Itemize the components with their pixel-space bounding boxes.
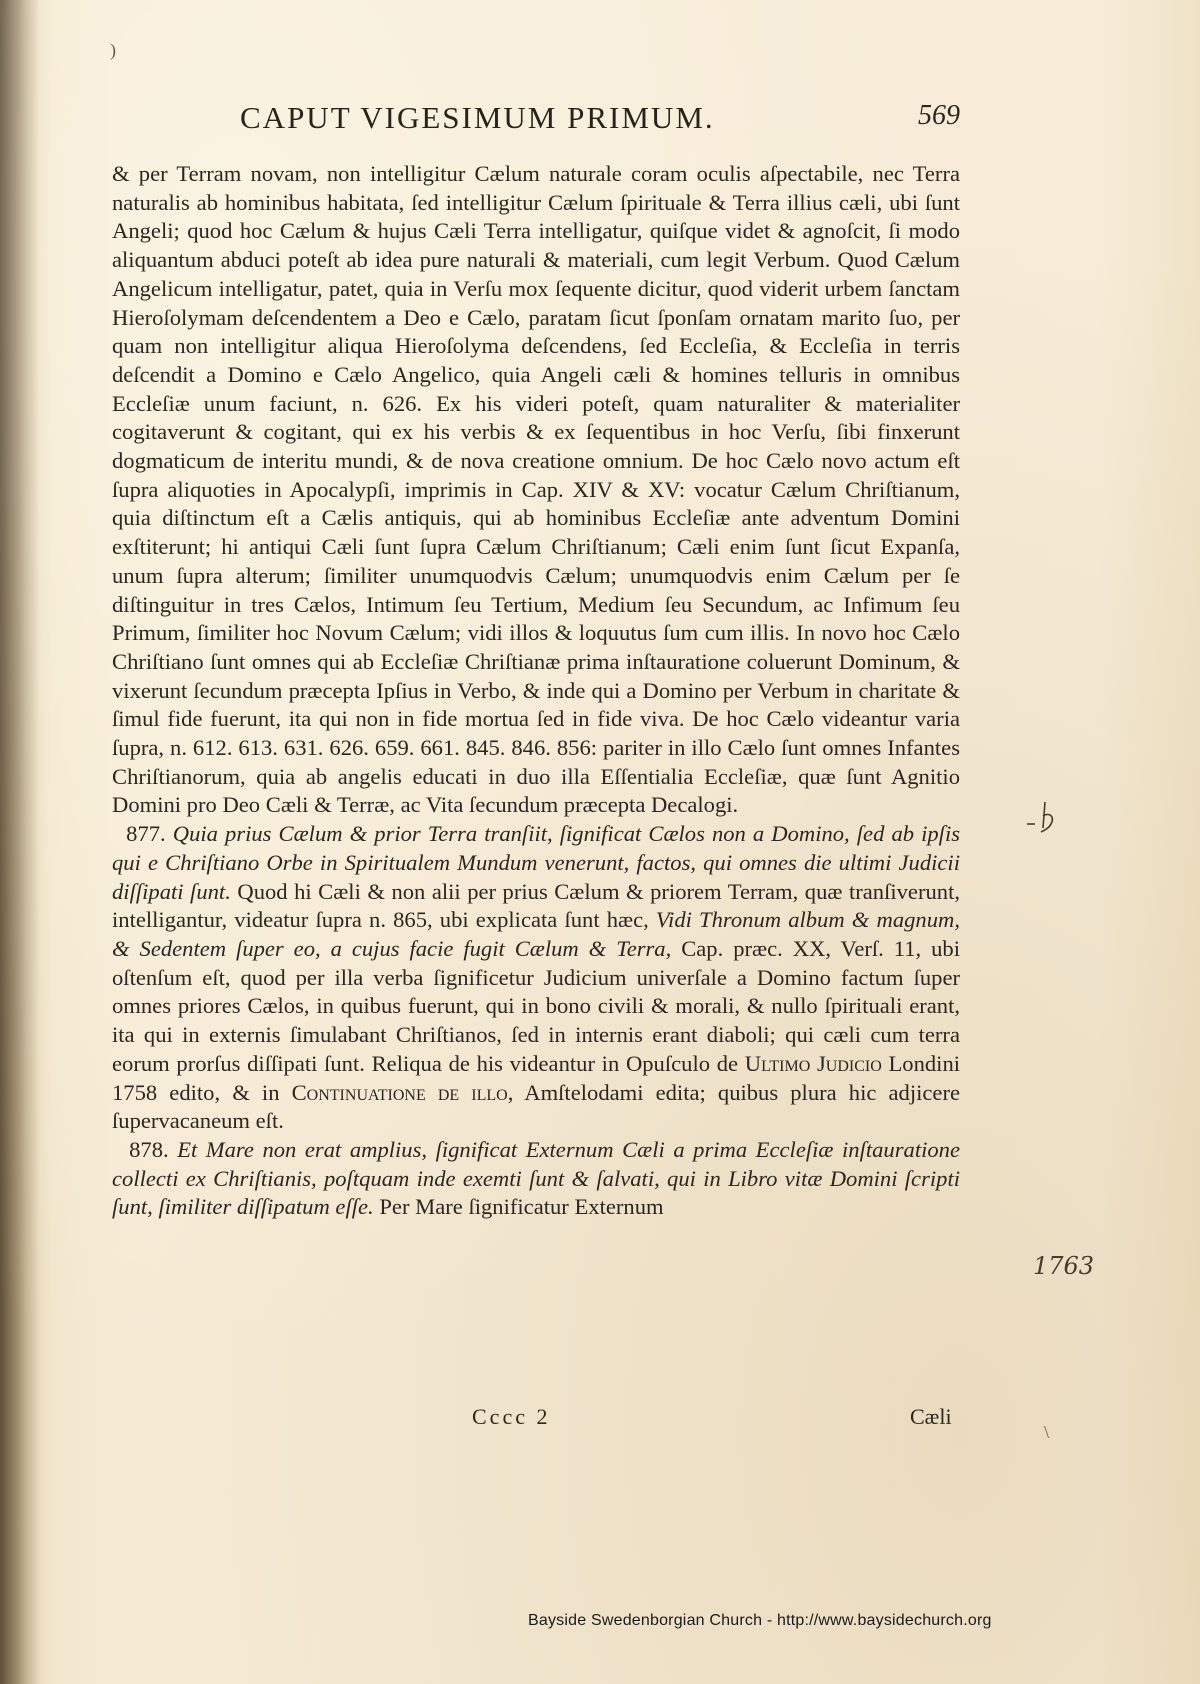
catchword: Cæli xyxy=(910,1404,952,1429)
paragraph-877-quote: Vidi Thronum album & magnum, & Sedentem ſuper eo, a cujus facie fugit Cælum & Terra, xyxy=(112,907,960,961)
handwritten-margin-mark xyxy=(1025,798,1065,838)
paragraph-877 xyxy=(112,820,960,1136)
page-header xyxy=(115,100,960,145)
paragraph-number-877: 877. xyxy=(126,821,166,847)
margin-tick-mark: ) xyxy=(110,40,116,60)
signature-mark: Cccc 2 xyxy=(472,1404,551,1429)
work-title-continuatione: Continuatione de illo, xyxy=(291,1079,514,1105)
body-text xyxy=(112,160,960,1222)
paragraph-878-heading: Et Mare non erat amplius, ſignificat Externum Cæli a prima Eccleſiæ inſtauratione collecti ex Chriſtianis, poſtquam inde exemti ſunt & ſalvati, qui in Libro vitæ Domini ſcripti ſunt, ſimiliter diſſipatum eſſe. xyxy=(112,1136,960,1220)
page-number: 569 xyxy=(918,100,960,131)
handwritten-year-note: 1763 xyxy=(1033,1252,1095,1280)
source-watermark: Bayside Swedenborgian Church - http://www.baysidechurch.org xyxy=(528,1612,992,1629)
paragraph-877-heading: Quia prius Cælum & prior Terra tranſiit, ſignificat Cælos non a Domino, ſed ab ipſis qui e Chriſtiano Orbe in Spiritualem Mundum venerunt, factos, qui omnes die ultimi Judicii diſſipati ſunt. xyxy=(112,821,961,904)
paragraph-876: & per Terram novam, non intelligitur Cælum naturale coram oculis aſpectabile, nec Terra naturalis ab hominibus habitata, ſed intelligitur Cælum ſpirituale & Terra illius cæli, ubi ſunt Angeli; quod hoc Cælum & hujus Cæli Terra intelligatur, quiſque videt & agnoſcit, ſi modo aliquantum abduci poteſt ab idea pure naturali & materiali, cum legit Verbum. Quod Cælum Angelicum intelligatur, patet, quia in Verſu mox ſequente dicitur, quod viderit urbem ſanctam Hieroſolymam deſcendentem a Deo e Cælo, paratam ſicut ſponſam ornatam marito ſuo, per quam non intelligitur aliqua Hieroſolyma deſcendens, ſed Eccleſia, & Eccleſia in terris deſcendit a Domino e Cælo Angelico, quia Angeli cæli & homines telluris in omnibus Eccleſiæ unum faciunt, n. 626. Ex his videri poteſt, quam naturaliter & materialiter cogitaverunt & cogitant, qui ex his verbis & ex ſequentibus in hoc Verſu, ſibi finxerunt dogmaticum de interitu mundi, & de nova creatione omnium. De hoc Cælo novo actum eſt ſupra aliquoties in Apocalypſi, imprimis in Cap. XIV & XV: vocatur Cælum Chriſtianum, quia diſtinctum eſt a Cælis antiquis, qui ab hominibus Eccleſiæ ante adventum Domini exſtiterunt; hi antiqui Cæli ſunt ſupra Cælum Chriſtianum; Cæli enim ſunt ſicut Expanſa, unum ſupra alterum; ſimiliter unumquodvis Cælum; unumquodvis enim Cælum per ſe diſtinguitur in tres Cælos, Intimum ſeu Tertium, Medium ſeu Secundum, ac Infimum ſeu Primum, ſimiliter hoc Novum Cælum; vidi illos & loquutus ſum cum illis. In novo hoc Cælo Chriſtiano ſunt omnes qui ab Eccleſiæ Chriſtianæ prima inſtauratione coluerunt Dominum, & vixerunt ſecundum præcepta Ipſius in Verbo, & inde qui a Domino per Verbum in charitate & ſimul fide fuerunt, ita qui non in fide mortua ſed in fide viva. De hoc Cælo videantur varia ſupra, n. 612. 613. 631. 626. 659. 661. 845. 846. 856: pariter in illo Cælo ſunt omnes Infantes Chriſtianorum, quia ab angelis educati in duo illa Eſſentialia Eccleſiæ, quæ ſunt Agnitio Domini pro Deo Cæli & Terræ, ac Vita ſecundum præcepta Decalogi. xyxy=(112,161,960,818)
paragraph-878 xyxy=(112,1136,960,1222)
paragraph-877-text-c: Londini 1758 edito, & in xyxy=(112,1050,961,1105)
work-title-ultimo-judicio: Ultimo Judicio xyxy=(744,1050,882,1076)
paragraph-877-text-a: Quod hi Cæli & non alii per prius Cælum & priorem Terram, quæ tranſiverunt, intelligantur, videatur ſupra n. 865, ubi explicata ſunt hæc, xyxy=(112,878,960,933)
paragraph-number-878: 878. xyxy=(129,1136,169,1162)
running-head: CAPUT VIGESIMUM PRIMUM. xyxy=(240,100,715,135)
paragraph-877-text-b: Cap. præc. XX, Verſ. 11, ubi oſtenſum eſt, quod per illa verba ſignificetur Judicium univerſale a Domino factum ſuper omnes priores Cælos, in quibus fuerunt, qui in bono civili & morali, & nullo ſpirituali erant, ita qui in externis ſimulabant Chriſtianos, ſed in internis erant diaboli; qui cæli cum terra eorum prorſus diſſipati ſunt. Reliqua de his videantur in Opuſculo de xyxy=(112,935,960,1076)
spine-shadow xyxy=(0,0,40,1684)
margin-tick-mark: \ xyxy=(1044,1422,1050,1442)
paragraph-878-text: Per Mare ſignificatur Externum xyxy=(379,1194,664,1220)
paragraph-877-text-d: Amſtelodami edita; quibus plura hic adjicere ſupervacaneum eſt. xyxy=(112,1079,960,1134)
